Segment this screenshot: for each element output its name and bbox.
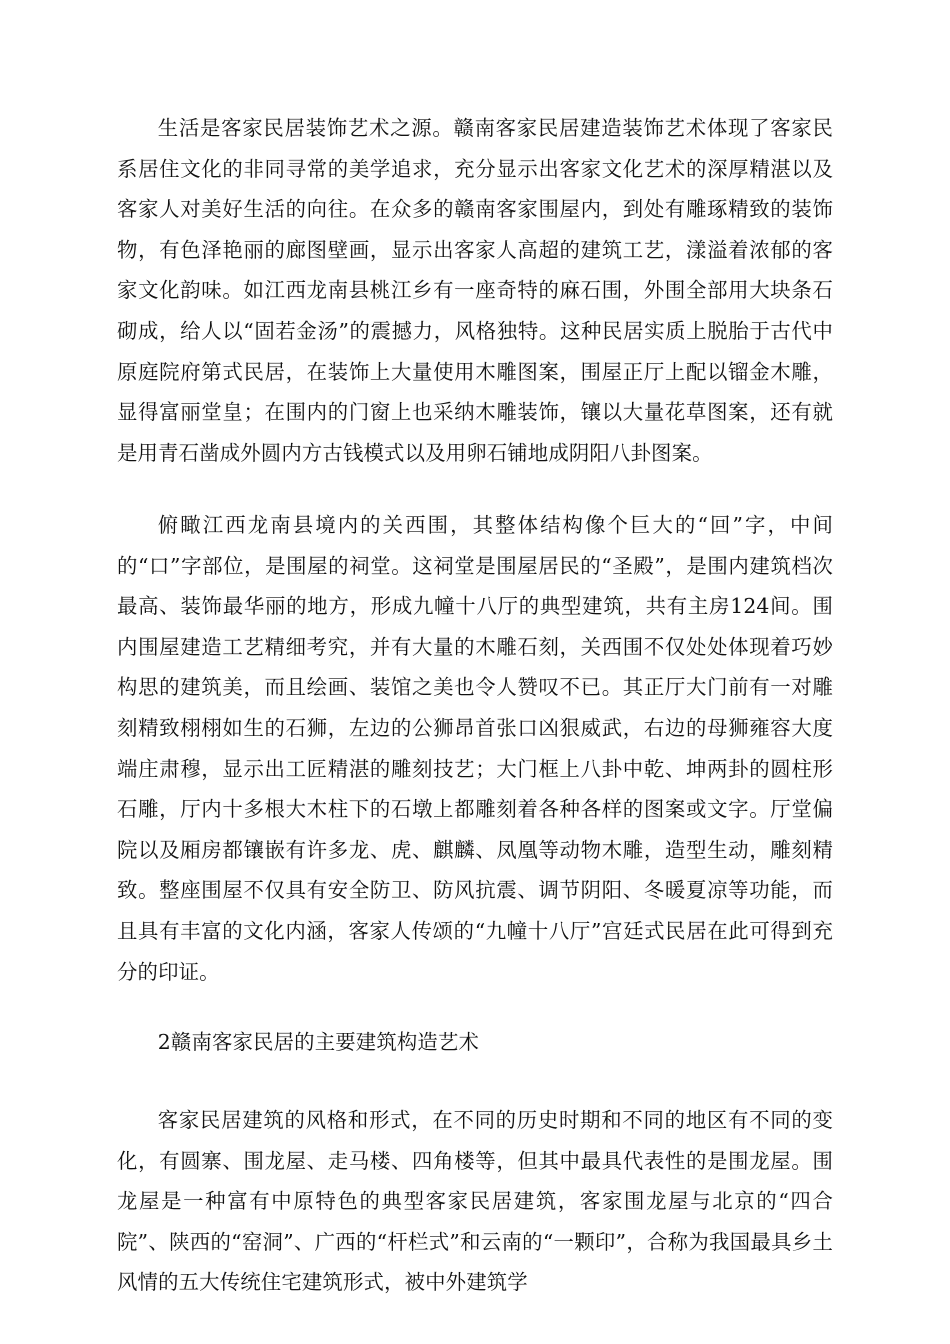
- body-paragraph: 俯瞰江西龙南县境内的关西围，其整体结构像个巨大的“回”字，中间的“口”字部位，是围屋的祠堂。这祠堂是围屋居民的“圣殿”，是围内建筑档次最高、装饰最华丽的地方，形成九幢十八厅的典型建筑，共有主房124间。围内围屋建造工艺精细考究，并有大量的木雕石刻，关西围不仅处处体现着巧妙构思的建筑美，而且绘画、装馆之美也令人赞叹不已。其正厅大门前有一对雕刻精致栩栩如生的石狮，左边的公狮昂首张口凶狠威武，右边的母狮雍容大度端庄肃穆，显示出工匠精湛的雕刻技艺；大门框上八卦中乾、坤两卦的圆柱形石雕，厅内十多根大木柱下的石墩上都雕刻着各种各样的图案或文字。厅堂偏院以及厢房都镶嵌有许多龙、虎、麒麟、凤凰等动物木雕，造型生动，雕刻精致。整座围屋不仅具有安全防卫、防风抗震、调节阴阳、冬暖夏凉等功能，而且具有丰富的文化内涵，客家人传颂的“九幢十八厅”宫廷式民居在此可得到充分的印证。: [117, 513, 833, 984]
- body-paragraph: 客家民居建筑的风格和形式，在不同的历史时期和不同的地区有不同的变化，有圆寨、围龙屋、走马楼、四角楼等，但其中最具代表性的是围龙屋。围龙屋是一种富有中原特色的典型客家民居建筑，客家围龙屋与北京的“四合院”、陕西的“窑洞”、广西的“杆栏式”和云南的“一颗印”，合称为我国最具乡土风情的五大传统住宅建筑形式，被中外建筑学: [117, 1108, 833, 1295]
- section-heading: 2赣南客家民居的主要建筑构造艺术: [157, 1030, 480, 1054]
- body-paragraph: 生活是客家民居装饰艺术之源。赣南客家民居建造装饰艺术体现了客家民系居住文化的非同寻常的美学追求，充分显示出客家文化艺术的深厚精湛以及客家人对美好生活的向往。在众多的赣南客家围屋内，到处有雕琢精致的装饰物，有色泽艳丽的廊图壁画，显示出客家人高超的建筑工艺，漾溢着浓郁的客家文化韵味。如江西龙南县桃江乡有一座奇特的麻石围，外围全部用大块条石砌成，给人以“固若金汤”的震撼力，风格独特。这种民居实质上脱胎于古代中原庭院府第式民居，在装饰上大量使用木雕图案，围屋正厅上配以镏金木雕，显得富丽堂皇；在围内的门窗上也采纳木雕装饰，镶以大量花草图案，还有就是用青石凿成外圆内方古钱模式以及用卵石铺地成阴阳八卦图案。: [117, 116, 833, 465]
